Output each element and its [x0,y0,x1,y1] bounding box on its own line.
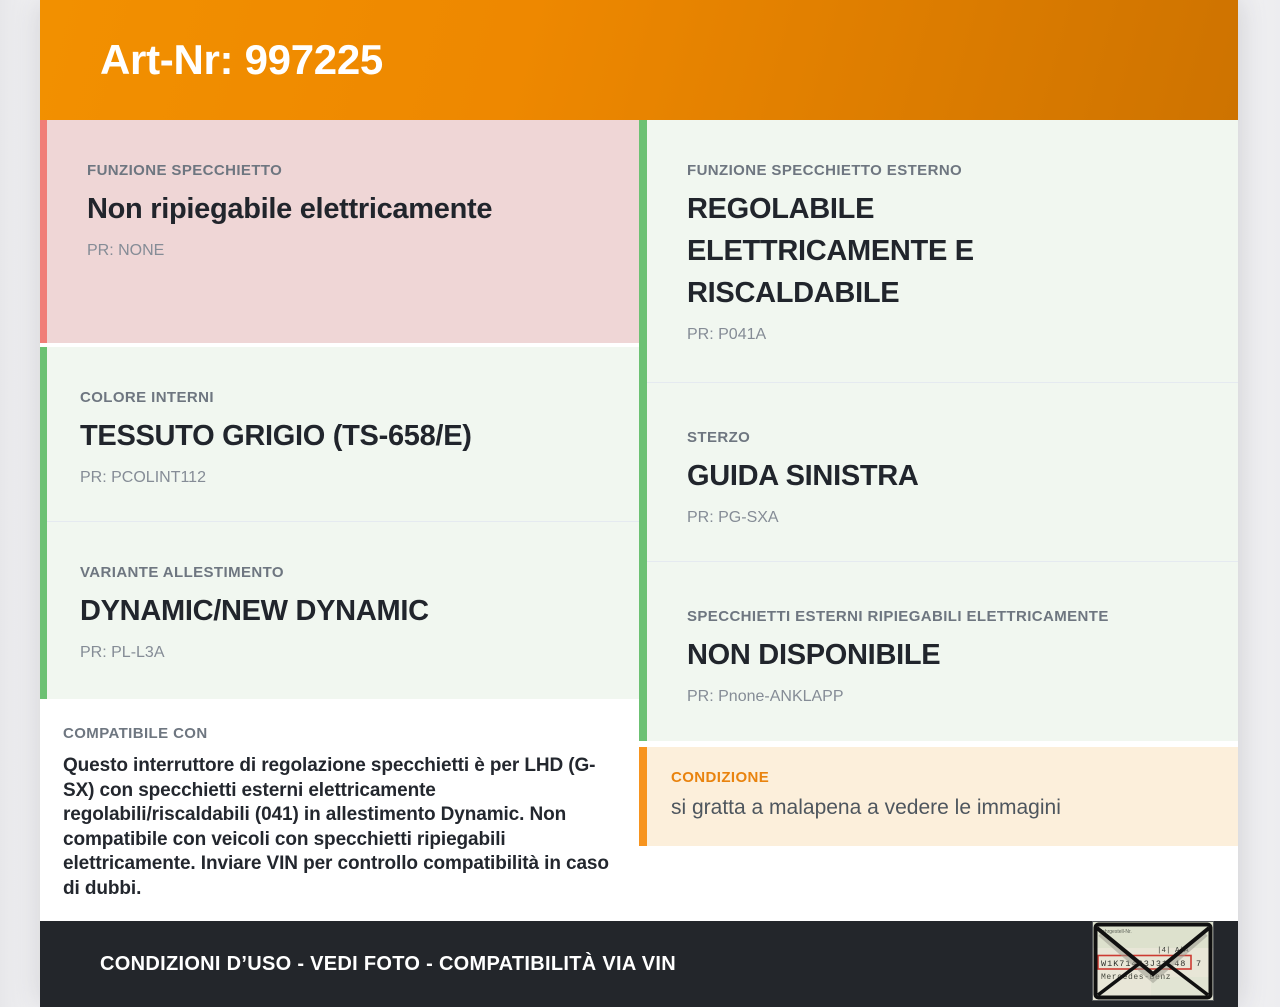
listing-page [40,0,1238,1007]
right-column [639,120,1238,846]
card-label: FUNZIONE SPECCHIETTO [87,162,283,179]
document-caption: Fahrgestell-Nr. [1099,929,1132,935]
positive-spec-block-right [639,120,1238,741]
spec-card-funzione-specchietto [40,120,639,343]
left-column [40,120,639,914]
card-value: REGOLABILE ELETTRICAMENTE E RISCALDABILE [687,193,974,309]
card-label: FUNZIONE SPECCHIETTO ESTERNO [687,162,963,179]
condition-label: CONDIZIONE [671,769,770,786]
vin-document-image [1093,922,1213,1000]
article-number-title: Art-Nr: 997225 [100,36,383,83]
spec-card-variante-allestimento [47,522,639,699]
compatibility-card [40,699,639,914]
pr-code: PR: NONE [87,242,165,259]
card-value: GUIDA SINISTRA [687,460,919,492]
spec-card-colore-interni [47,347,639,522]
footer-usage-text: CONDIZIONI D’USO - VEDI FOTO - COMPATIBILITÀ VIA VIN [100,952,676,975]
spec-columns [40,120,1238,914]
footer-bar [40,921,1238,1007]
card-label: COLORE INTERNI [80,389,214,406]
card-label: SPECCHIETTI ESTERNI RIPIEGABILI ELETTRICAMENTE [687,608,1109,625]
pr-code: PR: PG-SXA [687,509,779,526]
positive-spec-block-left [40,347,639,699]
card-label: VARIANTE ALLESTIMENTO [80,564,284,581]
pr-code: PR: PL-L3A [80,644,165,661]
card-label: COMPATIBILE CON [63,725,208,742]
pr-code: PR: P041A [687,326,767,343]
pr-code: PR: PCOLINT112 [80,469,206,486]
condition-card [639,747,1238,846]
brand-text: Mercedes-Benz [1101,973,1172,982]
card-label: STERZO [687,429,751,446]
vin-suffix: 7 [1196,959,1202,969]
vin-document-thumbnail[interactable] [1093,922,1213,1000]
compatibility-text: Questo interruttore di regolazione specchietti è per LHD (G-SX) con specchietti esterni elettricamente regolabili/riscaldabili (041) in allestimento Dynamic. Non compatibile con veicoli con specchietti ripiegabili elettricamente. Inviare VIN per controllo compatibilità in caso di dubbi. [63,755,609,899]
card-value: Non ripiegabile elettricamente [87,193,493,225]
condition-text: si gratta a malapena a vedere le immagini [671,796,1061,819]
spec-card-sterzo [647,383,1238,562]
document-field-row: |4| A|A [1157,947,1189,955]
card-value: DYNAMIC/NEW DYNAMIC [80,595,429,627]
card-value: NON DISPONIBILE [687,639,941,671]
article-header [40,0,1238,120]
pr-code: PR: Pnone-ANKLAPP [687,688,844,705]
spec-card-funzione-specchietto-esterno [647,120,1238,383]
vin-text: W1K71463J31 48 [1101,959,1187,969]
spec-card-specchietti-ripiegabili [647,562,1238,741]
card-value: TESSUTO GRIGIO (TS-658/E) [80,420,472,452]
